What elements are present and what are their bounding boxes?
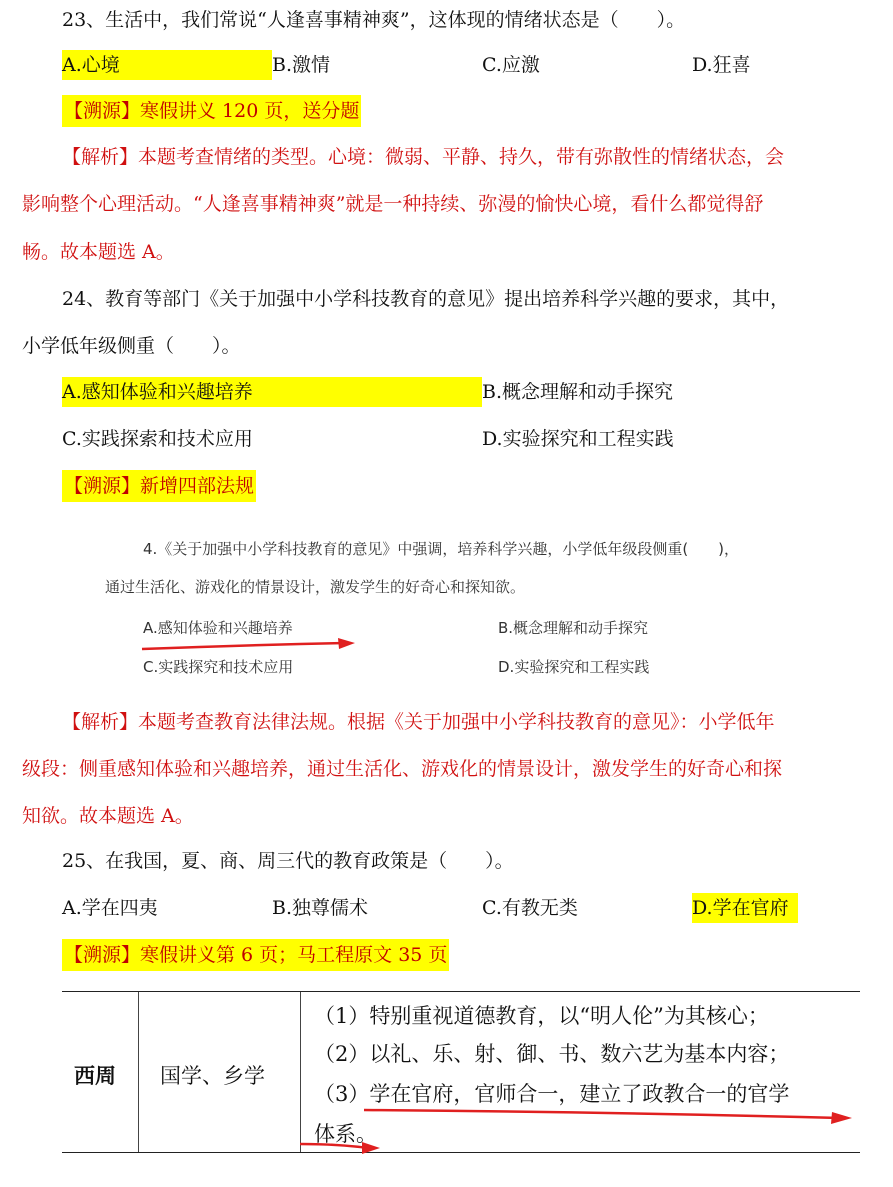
q24-option-d: D.实验探究和工程实践 [482,428,674,450]
q24-analysis-label: 【解析】 [62,711,139,733]
q23-analysis-line-3: 畅。故本题选 A。 [22,241,175,263]
q23-option-d: D.狂喜 [692,54,751,76]
q23-source: 【溯源】寒假讲义 120 页，送分题 [62,95,361,127]
table-arrow-small-icon [298,1140,388,1156]
table-point-3: （3）学在官府，官师合一，建立了政教合一的官学 [314,1082,790,1106]
q24-option-c: C.实践探索和技术应用 [62,428,253,450]
q25-stem: 25、在我国，夏、商、周三代的教育政策是（ ）。 [62,850,514,872]
q25-option-d: D.学在官府 [692,893,798,923]
q23-analysis-label: 【解析】 [62,146,139,168]
q23-option-b: B.激情 [272,54,331,76]
table-divider [300,992,301,1152]
q23-analysis-line-1 [62,145,784,169]
q23-analysis-line-2: 影响整个心理活动。“人逢喜事精神爽”就是一种持续、弥漫的愉快心境，看什么都觉得舒 [22,193,764,215]
screenshot-stem-2: 通过生活化、游戏化的情景设计，激发学生的好奇心和探知欲。 [105,578,526,596]
screenshot-option-c: C.实践探究和技术应用 [143,658,294,676]
screenshot-option-b: B.概念理解和动手探究 [498,619,649,637]
screenshot-stem-1: 4.《关于加强中小学科技教育的意见》中强调，培养科学兴趣，小学低年级段侧重( )， [143,540,740,558]
q25-source: 【溯源】寒假讲义第 6 页；马工程原文 35 页 [62,939,449,971]
table-divider [138,992,139,1152]
screenshot-option-d: D.实验探究和工程实践 [498,658,650,676]
q24-stem-line-1: 24、教育等部门《关于加强中小学科技教育的意见》提出培养科学兴趣的要求，其中， [62,288,790,310]
q23-analysis-text-1: 本题考查情绪的类型。心境：微弱、平静、持久，带有弥散性的情绪状态，会 [138,146,785,168]
table-schools: 国学、乡学 [160,1064,265,1088]
q24-analysis-line-1 [62,710,775,734]
table-arrow-icon [362,1104,862,1124]
q25-source-table [62,991,860,1153]
q25-option-a: A.学在四夷 [62,897,158,919]
table-point-4: 体系。 [314,1122,377,1146]
q25-option-c: C.有教无类 [482,897,578,919]
q23-option-c: C.应激 [482,54,540,76]
table-point-1: （1）特别重视道德教育，以“明人伦”为其核心； [314,1004,769,1028]
q24-source-screenshot [100,525,840,705]
q24-option-b: B.概念理解和动手探究 [482,381,674,403]
q23-stem: 23、生活中，我们常说“人逢喜事精神爽”，这体现的情绪状态是（ ）。 [62,9,686,31]
table-dynasty: 西周 [74,1063,116,1088]
q25-option-b: B.独尊儒术 [272,897,369,919]
q24-analysis-text-1: 本题考查教育法律法规。根据《关于加强中小学科技教育的意见》：小学低年 [138,711,775,733]
q24-analysis-line-3: 知欲。故本题选 A。 [22,805,194,827]
screenshot-option-a: A.感知体验和兴趣培养 [143,619,293,637]
q24-option-a: A.感知体验和兴趣培养 [62,377,482,407]
screenshot-arrow-icon [140,637,370,657]
q24-source: 【溯源】新增四部法规 [62,470,256,502]
q23-option-a: A.心境 [62,50,272,80]
q24-analysis-line-2: 级段：侧重感知体验和兴趣培养，通过生活化、游戏化的情景设计，激发学生的好奇心和探 [22,758,783,780]
q24-stem-line-2: 小学低年级侧重（ ）。 [22,335,241,357]
table-point-2: （2）以礼、乐、射、御、书、数六艺为基本内容； [314,1042,790,1066]
